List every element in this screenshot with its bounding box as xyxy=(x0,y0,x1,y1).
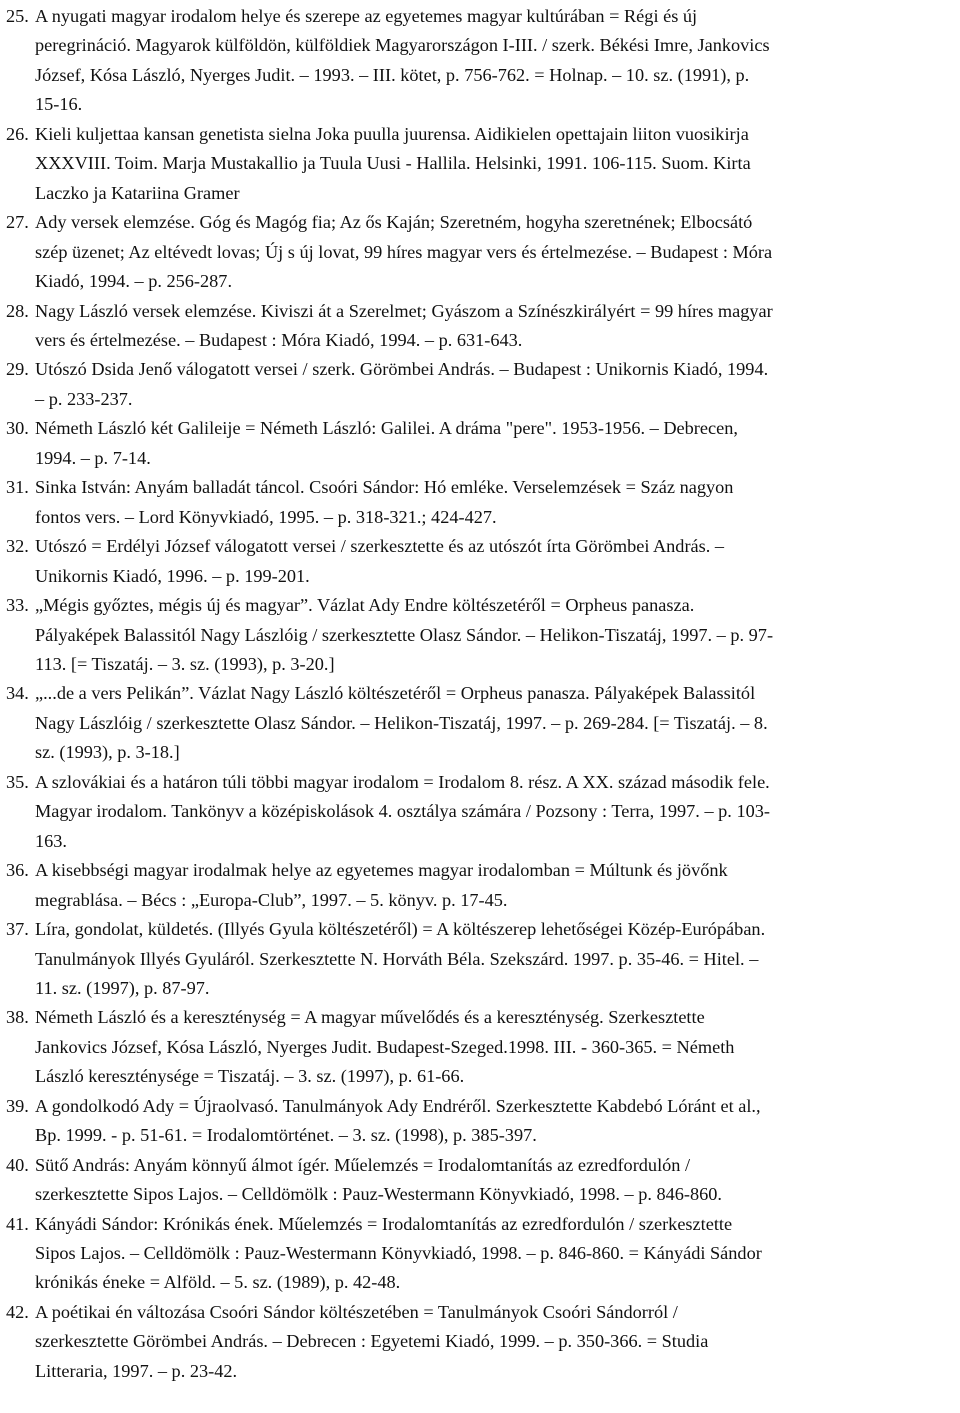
reference-item xyxy=(6,768,954,856)
reference-text xyxy=(35,768,954,856)
reference-text xyxy=(35,856,954,915)
reference-number: 33. xyxy=(6,595,29,616)
reference-text xyxy=(35,208,954,296)
reference-line: József, Kósa László, Nyerges Judit. – 1993. – III. kötet, p. 756-762. = Holnap. – 10. sz. (1991), p. xyxy=(35,64,750,85)
reference-line: A nyugati magyar irodalom helye és szerepe az egyetemes magyar kultúrában = Régi és új xyxy=(35,6,698,26)
reference-number: 37. xyxy=(6,919,29,940)
reference-line: Utószó Dsida Jenő válogatott versei / szerk. Görömbei András. – Budapest : Unikornis Kiadó, 1994. xyxy=(35,359,769,380)
reference-line: sz. (1993), p. 3-18.] xyxy=(35,742,180,763)
reference-line: Magyar irodalom. Tankönyv a középiskolások 4. osztálya számára / Pozsony : Terra, 1997. – p. 103- xyxy=(35,801,770,822)
reference-number: 36. xyxy=(6,860,29,881)
reference-line: Jankovics József, Kósa László, Nyerges Judit. Budapest-Szeged.1998. III. - 360-365. = Németh xyxy=(35,1036,735,1057)
reference-number: 31. xyxy=(6,477,29,498)
reference-text xyxy=(35,414,954,473)
reference-line: – p. 233-237. xyxy=(35,388,133,409)
reference-line: A gondolkodó Ady = Újraolvasó. Tanulmányok Ady Endréről. Szerkesztette Kabdebó Lóránt et al., xyxy=(35,1095,761,1116)
reference-line: Sinka István: Anyám balladát táncol. Csoóri Sándor: Hó emléke. Verselemzések = Száz nagyon xyxy=(35,477,734,498)
reference-line: Sipos Lajos. – Celldömölk : Pauz-Westermann Könyvkiadó, 1998. – p. 846-860. = Kányádi Sándor xyxy=(35,1243,762,1264)
reference-line: „...de a vers Pelikán”. Vázlat Nagy László költészetéről = Orpheus panasza. Pályaképek Balassitól xyxy=(35,683,756,704)
reference-line: László kereszténysége = Tiszatáj. – 3. sz. (1997), p. 61-66. xyxy=(35,1066,465,1087)
reference-item xyxy=(6,856,954,915)
reference-line: A szlovákiai és a határon túli többi magyar irodalom = Irodalom 8. rész. A XX. század második fele. xyxy=(35,771,770,792)
reference-line: Líra, gondolat, küldetés. (Illyés Gyula költészetéről) = A költészerep lehetőségei Közép-Európában. xyxy=(35,919,766,940)
reference-line: 163. xyxy=(35,830,67,851)
reference-text xyxy=(35,591,954,679)
reference-line: Kiadó, 1994. – p. 256-287. xyxy=(35,271,233,292)
reference-item xyxy=(6,208,954,296)
reference-item xyxy=(6,1210,954,1298)
reference-line: Tanulmányok Illyés Gyuláról. Szerkesztette N. Horváth Béla. Szekszárd. 1997. p. 35-46. = Hitel. – xyxy=(35,948,759,969)
reference-text xyxy=(35,1298,954,1386)
reference-line: 113. [= Tiszatáj. – 3. sz. (1993), p. 3-20.] xyxy=(35,653,335,674)
reference-line: Litteraria, 1997. – p. 23-42. xyxy=(35,1360,238,1381)
reference-text xyxy=(35,1210,954,1298)
reference-text xyxy=(35,1003,954,1091)
reference-line: „Mégis győztes, mégis új és magyar”. Vázlat Ady Endre költészetéről = Orpheus panasza. xyxy=(35,595,695,616)
reference-line: Laczko ja Katariina Gramer xyxy=(35,182,240,203)
reference-item xyxy=(6,1151,954,1210)
reference-number: 29. xyxy=(6,359,29,380)
reference-number: 39. xyxy=(6,1095,29,1116)
reference-line: megrablása. – Bécs : „Europa-Club”, 1997. – 5. könyv. p. 17-45. xyxy=(35,889,508,910)
reference-number: 35. xyxy=(6,771,29,792)
reference-text xyxy=(35,1092,954,1151)
reference-line: A kisebbségi magyar irodalmak helye az egyetemes magyar irodalomban = Múltunk és jövőnk xyxy=(35,860,728,881)
reference-list xyxy=(6,2,954,1386)
reference-line: vers és értelmezése. – Budapest : Móra Kiadó, 1994. – p. 631-643. xyxy=(35,329,523,350)
reference-number: 30. xyxy=(6,418,29,439)
reference-line: Németh László és a kereszténység = A magyar művelődés és a kereszténység. Szerkesztette xyxy=(35,1007,705,1028)
reference-line: szerkesztette Sipos Lajos. – Celldömölk : Pauz-Westermann Könyvkiadó, 1998. – p. 846-860. xyxy=(35,1184,723,1205)
reference-text xyxy=(35,473,954,532)
reference-item xyxy=(6,1003,954,1091)
reference-line: krónikás éneke = Alföld. – 5. sz. (1989), p. 42-48. xyxy=(35,1272,401,1293)
reference-line: Pályaképek Balassitól Nagy Lászlóig / szerkesztette Olasz Sándor. – Helikon-Tiszatáj, 1997. – p. 97- xyxy=(35,624,774,645)
reference-text xyxy=(35,2,954,120)
reference-line: Kányádi Sándor: Krónikás ének. Műelemzés = Irodalomtanítás az ezredfordulón / szerkesztette xyxy=(35,1213,733,1234)
reference-line: szép üzenet; Az eltévedt lovas; Új s új lovat, 99 híres magyar vers és értelmezése. – Budapest : Móra xyxy=(35,241,773,262)
reference-text xyxy=(35,1151,954,1210)
reference-number: 26. xyxy=(6,123,29,144)
reference-number: 38. xyxy=(6,1007,29,1028)
reference-item xyxy=(6,1298,954,1386)
reference-line: A poétikai én változása Csoóri Sándor költészetében = Tanulmányok Csoóri Sándorról / xyxy=(35,1301,678,1322)
reference-number: 41. xyxy=(6,1213,29,1234)
reference-line: Unikornis Kiadó, 1996. – p. 199-201. xyxy=(35,565,310,586)
reference-line: peregrináció. Magyarok külföldön, külföldiek Magyarországon I-III. / szerk. Békési Imre, Jankovics xyxy=(35,35,770,56)
reference-line: 15-16. xyxy=(35,94,83,115)
reference-item xyxy=(6,355,954,414)
reference-item xyxy=(6,915,954,1003)
reference-line: Kieli kuljettaa kansan genetista sielna Joka puulla juurensa. Aidikielen opettajain liiton vuosikirja xyxy=(35,123,749,144)
reference-number: 27. xyxy=(6,212,29,233)
reference-line: 11. sz. (1997), p. 87-97. xyxy=(35,977,210,998)
reference-number: 25. xyxy=(6,6,29,26)
reference-line: Sütő András: Anyám könnyű álmot ígér. Műelemzés = Irodalomtanítás az ezredfordulón / xyxy=(35,1154,691,1175)
reference-item xyxy=(6,532,954,591)
reference-text xyxy=(35,355,954,414)
reference-item xyxy=(6,473,954,532)
reference-text xyxy=(35,915,954,1003)
reference-number: 42. xyxy=(6,1301,29,1322)
reference-item xyxy=(6,1092,954,1151)
reference-number: 34. xyxy=(6,683,29,704)
reference-text xyxy=(35,532,954,591)
reference-number: 40. xyxy=(6,1154,29,1175)
reference-line: Németh László két Galileije = Németh László: Galilei. A dráma "pere". 1953-1956. – Debrecen, xyxy=(35,418,738,439)
reference-line: Nagy László versek elemzése. Kiviszi át a Szerelmet; Gyászom a Színészkirályért = 99 híres magyar xyxy=(35,300,773,321)
reference-item xyxy=(6,591,954,679)
reference-text xyxy=(35,679,954,767)
reference-line: szerkesztette Görömbei András. – Debrecen : Egyetemi Kiadó, 1999. – p. 350-366. = Studia xyxy=(35,1331,709,1352)
reference-item xyxy=(6,297,954,356)
reference-item xyxy=(6,2,954,120)
reference-line: Utószó = Erdélyi József válogatott versei / szerkesztette és az utószót írta Görömbei András. – xyxy=(35,536,725,557)
reference-item xyxy=(6,679,954,767)
reference-line: XXXVIII. Toim. Marja Mustakallio ja Tuula Uusi - Hallila. Helsinki, 1991. 106-115. Suom. Kirta xyxy=(35,153,751,174)
reference-line: 1994. – p. 7-14. xyxy=(35,447,151,468)
reference-item xyxy=(6,414,954,473)
reference-line: Nagy Lászlóig / szerkesztette Olasz Sándor. – Helikon-Tiszatáj, 1997. – p. 269-284. [= Tiszatáj. – 8. xyxy=(35,712,768,733)
reference-text xyxy=(35,297,954,356)
reference-line: Bp. 1999. - p. 51-61. = Irodalomtörténet. – 3. sz. (1998), p. 385-397. xyxy=(35,1125,537,1146)
reference-text xyxy=(35,120,954,208)
reference-number: 28. xyxy=(6,300,29,321)
reference-number: 32. xyxy=(6,536,29,557)
reference-line: fontos vers. – Lord Könyvkiadó, 1995. – p. 318-321.; 424-427. xyxy=(35,506,497,527)
reference-item xyxy=(6,120,954,208)
reference-line: Ady versek elemzése. Góg és Magóg fia; Az ős Kaján; Szeretném, hogyha szeretnének; Elbocsátó xyxy=(35,212,753,233)
